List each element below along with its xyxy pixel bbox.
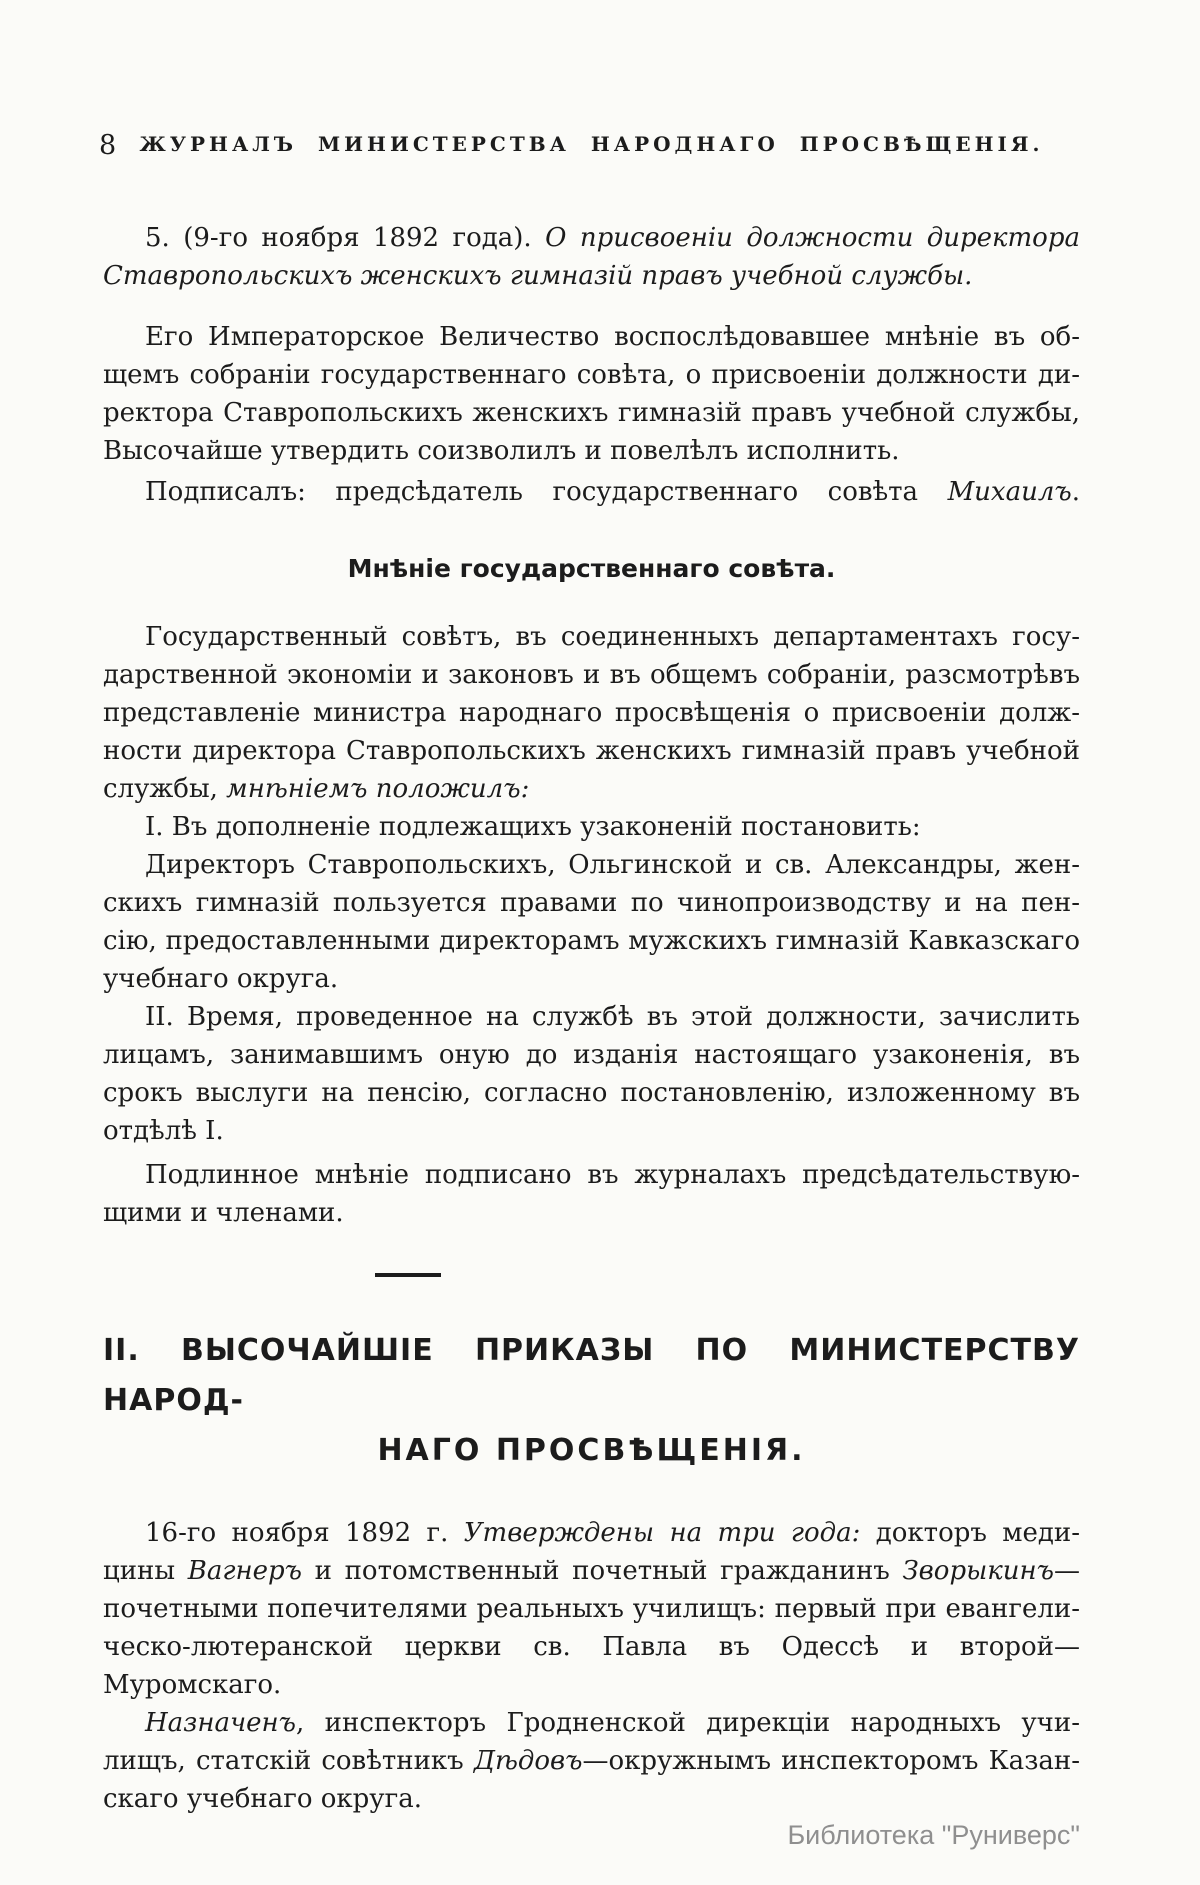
section-heading <box>103 1326 1080 1476</box>
text-line <box>103 998 1080 1036</box>
paragraph <box>103 473 1080 511</box>
plain-text: представленіе министра народнаго просвѣщенія о присвоеніи долж- <box>103 698 1080 728</box>
text-line <box>103 960 1080 998</box>
paragraph <box>103 808 1080 846</box>
text-line <box>103 1780 1080 1818</box>
text-line <box>103 1156 1080 1194</box>
plain-text: сію, предоставленными директорамъ мужскихъ гимназій Кавказскаго <box>103 926 1080 956</box>
watermark: Библиотека "Руниверс" <box>787 1820 1080 1850</box>
plain-text: ректора Ставропольскихъ женскихъ гимназій правъ учебной службы, <box>103 398 1080 428</box>
italic-text: Дѣдовъ <box>473 1746 583 1776</box>
text-line <box>103 1552 1080 1590</box>
paragraph <box>103 1704 1080 1818</box>
plain-text: срокъ выслуги на пенсію, согласно постановленію, изложенному въ <box>103 1078 1080 1108</box>
italic-text: Вагнеръ <box>187 1556 302 1586</box>
text-line <box>103 257 1080 295</box>
plain-text: докторъ меди- <box>860 1518 1081 1548</box>
italic-text: Ставропольскихъ женскихъ гимназій правъ учебной службы. <box>103 261 973 291</box>
italic-text: Зворыкинъ <box>902 1556 1054 1586</box>
paragraph <box>103 1514 1080 1704</box>
text-line <box>103 618 1080 656</box>
text-line <box>103 394 1080 432</box>
plain-text: — <box>1054 1556 1080 1586</box>
section-heading-line: II. ВЫСОЧАЙШІЕ ПРИКАЗЫ ПО МИНИСТЕРСТВУ НАРОД- <box>103 1333 1080 1418</box>
plain-text: скаго учебнаго округа. <box>103 1784 422 1814</box>
running-title: ЖУРНАЛЪ МИНИСТЕРСТВА НАРОДНАГО ПРОСВѢЩЕНІЯ. <box>139 132 1044 156</box>
plain-text: I. Въ дополненіе подлежащихъ узаконеній постановить: <box>145 812 921 842</box>
plain-text: службы, <box>103 774 227 804</box>
text-line <box>103 770 1080 808</box>
plain-text: и потомственный почетный гражданинъ <box>301 1556 903 1586</box>
plain-text: , инспекторъ Гродненской дирекціи народныхъ учи- <box>296 1708 1080 1738</box>
text-line <box>103 694 1080 732</box>
plain-text: II. Время, проведенное на службѣ въ этой должности, зачислить <box>145 1002 1080 1032</box>
plain-text: учебнаго округа. <box>103 964 339 994</box>
plain-text: Его Императорское Величество воспослѣдовавшее мнѣніе въ об- <box>145 322 1080 352</box>
text-line <box>103 1704 1080 1742</box>
paragraph <box>103 618 1080 808</box>
plain-text: . <box>1071 477 1080 507</box>
page-body <box>103 0 1080 1818</box>
plain-text: щими и членами. <box>103 1198 344 1228</box>
text-line <box>103 808 1080 846</box>
plain-text: лищъ, статскій совѣтникъ <box>103 1746 474 1776</box>
plain-text: скихъ гимназій пользуется правами по чинопроизводству и на пен- <box>103 888 1080 918</box>
plain-text: —окружнымъ инспекторомъ Казан- <box>582 1746 1080 1776</box>
paragraph <box>103 219 1080 295</box>
paragraph <box>103 318 1080 470</box>
text-line <box>103 473 1080 511</box>
plain-text: Подлинное мнѣніе подписано въ журналахъ предсѣдательствую- <box>145 1160 1080 1190</box>
text-line <box>103 846 1080 884</box>
text-line <box>103 356 1080 394</box>
italic-text: мнѣніемъ положилъ: <box>226 774 530 804</box>
paragraph <box>103 998 1080 1150</box>
paragraph <box>103 1156 1080 1232</box>
plain-text: цины <box>103 1556 188 1586</box>
text-line <box>103 1514 1080 1552</box>
italic-text: Назначенъ <box>145 1708 296 1738</box>
subsection-heading: Мнѣніе государственнаго совѣта. <box>347 554 836 583</box>
plain-text: почетными попечителями реальныхъ училищъ: первый при евангели- <box>103 1594 1080 1624</box>
text-line <box>103 656 1080 694</box>
text-line <box>103 318 1080 356</box>
italic-text: Михаилъ <box>947 477 1072 507</box>
plain-text: 16-го ноября 1892 г. <box>145 1518 464 1548</box>
text-line <box>103 1074 1080 1112</box>
section-heading-line: НАГО ПРОСВѢЩЕНІЯ. <box>377 1433 806 1468</box>
plain-text: Высочайше утвердить соизволилъ и повелѣлъ исполнить. <box>103 436 900 466</box>
text-line <box>103 922 1080 960</box>
italic-text: Утверждены на три года: <box>463 1518 861 1548</box>
plain-text: Государственный совѣтъ, въ соединенныхъ департаментахъ госу- <box>145 622 1080 652</box>
plain-text: Подписалъ: предсѣдатель государственнаго совѣта <box>145 477 948 507</box>
plain-text: ческо-лютеранской церкви св. Павла въ Одессѣ и второй—Муромскаго. <box>103 1632 1080 1700</box>
text-line <box>103 1112 1080 1150</box>
text-line <box>103 1628 1080 1704</box>
plain-text: щемъ собраніи государственнаго совѣта, о присвоеніи должности ди- <box>103 360 1080 390</box>
text-line <box>103 432 1080 470</box>
text-line <box>103 884 1080 922</box>
text-line <box>103 219 1080 257</box>
plain-text: ности директора Ставропольскихъ женскихъ гимназій правъ учебной <box>103 736 1080 766</box>
plain-text: лицамъ, занимавшимъ оную до изданія настоящаго узаконенія, въ <box>103 1040 1080 1070</box>
text-line <box>103 732 1080 770</box>
text-line <box>103 1036 1080 1074</box>
italic-text: О присвоеніи должности директора <box>545 223 1080 253</box>
plain-text: 5. (9-го ноября 1892 года). <box>145 223 546 253</box>
paragraph <box>103 846 1080 998</box>
plain-text: отдѣлѣ I. <box>103 1116 224 1146</box>
separator-rule <box>375 1273 441 1277</box>
page-number: 8 <box>99 130 117 161</box>
plain-text: Директоръ Ставропольскихъ, Ольгинской и св. Александры, жен- <box>145 850 1080 880</box>
text-line <box>103 1590 1080 1628</box>
text-line <box>103 1742 1080 1780</box>
plain-text: дарственной экономіи и законовъ и въ общемъ собраніи, разсмотрѣвъ <box>103 660 1080 690</box>
text-line <box>103 1194 1080 1232</box>
